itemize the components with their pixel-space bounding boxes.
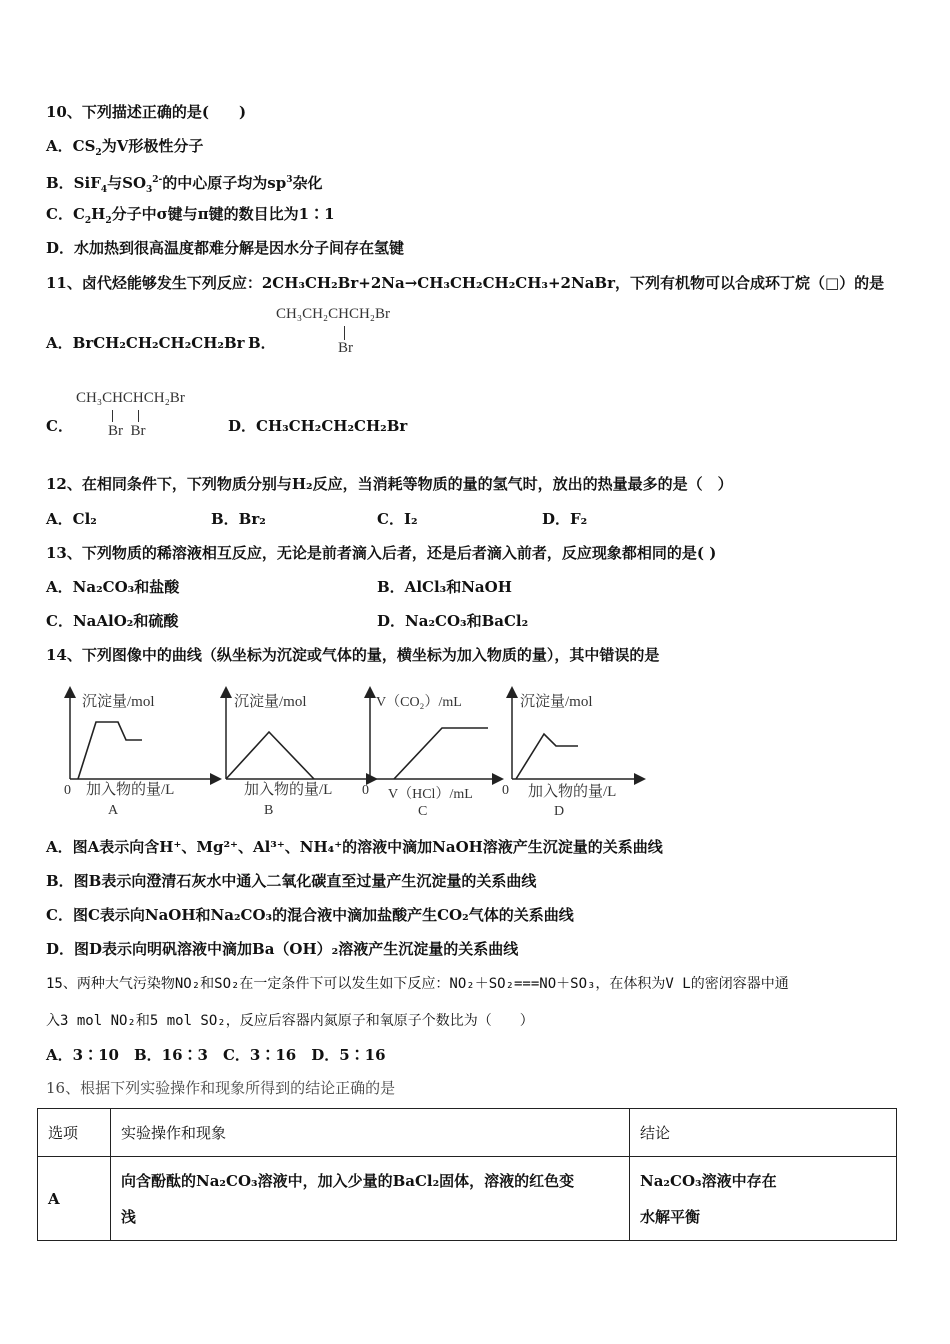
- q16-table-row-a: [38, 1157, 897, 1241]
- graph-d-xlabel: 加入物的量/L: [528, 784, 617, 800]
- graph-d-origin: 0: [502, 783, 509, 798]
- q11-stem: 11、卤代烃能够发生下列反应：2CH₃CH₂Br+2Na→CH₃CH₂CH₂CH₃+2NaBr，下列有机物可以合成环丁烷（□）的是: [46, 274, 885, 292]
- q11-option-d: D．CH₃CH₂CH₂CH₂Br: [228, 417, 408, 435]
- q14-graph-a: [58, 684, 228, 824]
- q10-option-a: A．$CS_2$为V形极性分子: [46, 137, 204, 158]
- q15-stem-line1: 15、两种大气污染物NO₂和SO₂在一定条件下可以发生如下反应：NO₂＋SO₂===NO＋SO₃，在体积为V L的密闭容器中通: [46, 976, 789, 992]
- graph-d-curve: [516, 734, 578, 779]
- q16-row-a-conclusion: [630, 1157, 897, 1241]
- q13-option-c: C．NaAlO₂和硫酸: [46, 612, 179, 630]
- q16-stem: 16、根据下列实验操作和现象所得到的结论正确的是: [46, 1079, 396, 1097]
- q16-row-a-conc-line2: 水解平衡: [640, 1207, 701, 1226]
- graph-a-xlabel: 加入物的量/L: [86, 782, 175, 798]
- q16-header-conclusion: 结论: [630, 1109, 897, 1157]
- graph-a-curve: [78, 722, 142, 779]
- q11-b-bond: [344, 326, 345, 340]
- q11-c-substituents: Br Br: [108, 423, 146, 439]
- q16-header-operation: 实验操作和现象: [111, 1109, 630, 1157]
- q10-stem: 10、下列描述正确的是( ): [46, 103, 247, 121]
- q12-option-d: D．F₂: [542, 510, 588, 528]
- graph-b-name: B: [264, 803, 274, 818]
- graph-d-ylabel: 沉淀量/mol: [520, 694, 593, 710]
- q12-option-b: B．Br₂: [211, 510, 266, 528]
- q12-option-c: C．I₂: [377, 510, 418, 528]
- q11-b-main-chain: CH₃CH₂CHCH₂Br: [276, 306, 391, 322]
- q13-option-a: A．Na₂CO₃和盐酸: [46, 578, 180, 596]
- q16-row-a-op-line1: 向含酚酞的Na₂CO₃溶液中，加入少量的BaCl₂固体，溶液的红色变: [121, 1171, 575, 1190]
- q12-stem: 12、在相同条件下，下列物质分别与H₂反应，当消耗等物质的量的氢气时，放出的热量最多的是（ ）: [46, 475, 733, 493]
- q16-row-a-label: A: [38, 1157, 111, 1241]
- graph-c-origin: 0: [362, 783, 369, 798]
- graph-a-origin: 0: [64, 783, 71, 798]
- q16-row-a-op-line2: 浅: [121, 1207, 137, 1226]
- q16-table: [37, 1108, 897, 1241]
- q13-option-b: B．AlCl₃和NaOH: [377, 578, 512, 596]
- q11-c-main-chain: CH₃CHCHCH₂Br: [76, 390, 185, 406]
- graph-c-ylabel: V（CO₂）/mL: [376, 695, 462, 710]
- q11-option-b-structure: [276, 306, 391, 356]
- q12-option-a: A．Cl₂: [46, 510, 97, 528]
- q14-option-c: C．图C表示向NaOH和Na₂CO₃的混合液中滴加盐酸产生CO₂气体的关系曲线: [46, 906, 574, 924]
- q15-options: A．3∶10 B．16∶3 C．3∶16 D．5∶16: [46, 1046, 386, 1064]
- graph-c-name: C: [418, 804, 428, 819]
- q14-option-a: A．图A表示向含H⁺、Mg²⁺、Al³⁺、NH₄⁺的溶液中滴加NaOH溶液产生沉淀量的关系曲线: [46, 838, 663, 856]
- q16-row-a-operation: [111, 1157, 630, 1241]
- graph-a-ylabel: 沉淀量/mol: [82, 694, 155, 710]
- graph-d-name: D: [554, 804, 565, 819]
- q14-option-b: B．图B表示向澄清石灰水中通入二氧化碳直至过量产生沉淀量的关系曲线: [46, 872, 537, 890]
- q13-option-d: D．Na₂CO₃和BaCl₂: [377, 612, 529, 630]
- graph-c-curve: [394, 728, 488, 779]
- q16-row-a-conc-line1: Na₂CO₃溶液中存在: [640, 1171, 777, 1190]
- q10-option-c: C．$C_2H_2$分子中σ键与π键的数目比为1∶1: [46, 205, 335, 226]
- q14-stem: 14、下列图像中的曲线（纵坐标为沉淀或气体的量，横坐标为加入物质的量），其中错误的是: [46, 646, 660, 664]
- q10-option-d: D．水加热到很高温度都难分解是因水分子间存在氢键: [46, 239, 405, 257]
- q10-option-b: B．SiF$_4$与$SO_3^{2-}$的中心原子均为$sp^3$杂化: [46, 174, 323, 195]
- q14-graph-d: [500, 684, 670, 824]
- graph-a-name: A: [108, 803, 119, 818]
- graph-b-xlabel: 加入物的量/L: [244, 782, 333, 798]
- graph-c-xlabel: V（HCl）/mL: [388, 787, 473, 802]
- graph-b-curve: [226, 732, 314, 779]
- q11-option-c-structure: [76, 390, 185, 439]
- q15-stem-line2: 入3 mol NO₂和5 mol SO₂，反应后容器内氮原子和氧原子个数比为（ ）: [46, 1013, 534, 1029]
- q11-option-a: A．BrCH₂CH₂CH₂CH₂Br: [46, 334, 245, 352]
- q14-option-d: D．图D表示向明矾溶液中滴加Ba（OH）₂溶液产生沉淀量的关系曲线: [46, 940, 519, 958]
- q11-c-bond-1: [112, 410, 113, 422]
- q11-b-substituent: Br: [338, 340, 353, 356]
- q11-option-c-label: C．: [46, 417, 73, 435]
- q11-option-b-label: B．: [248, 334, 276, 352]
- q16-table-header-row: [38, 1109, 897, 1157]
- q13-stem: 13、下列物质的稀溶液相互反应，无论是前者滴入后者，还是后者滴入前者，反应现象都相同的是( ): [46, 544, 717, 562]
- graph-b-ylabel: 沉淀量/mol: [234, 694, 307, 710]
- q16-header-option: 选项: [38, 1109, 111, 1157]
- q11-c-bond-2: [138, 410, 139, 422]
